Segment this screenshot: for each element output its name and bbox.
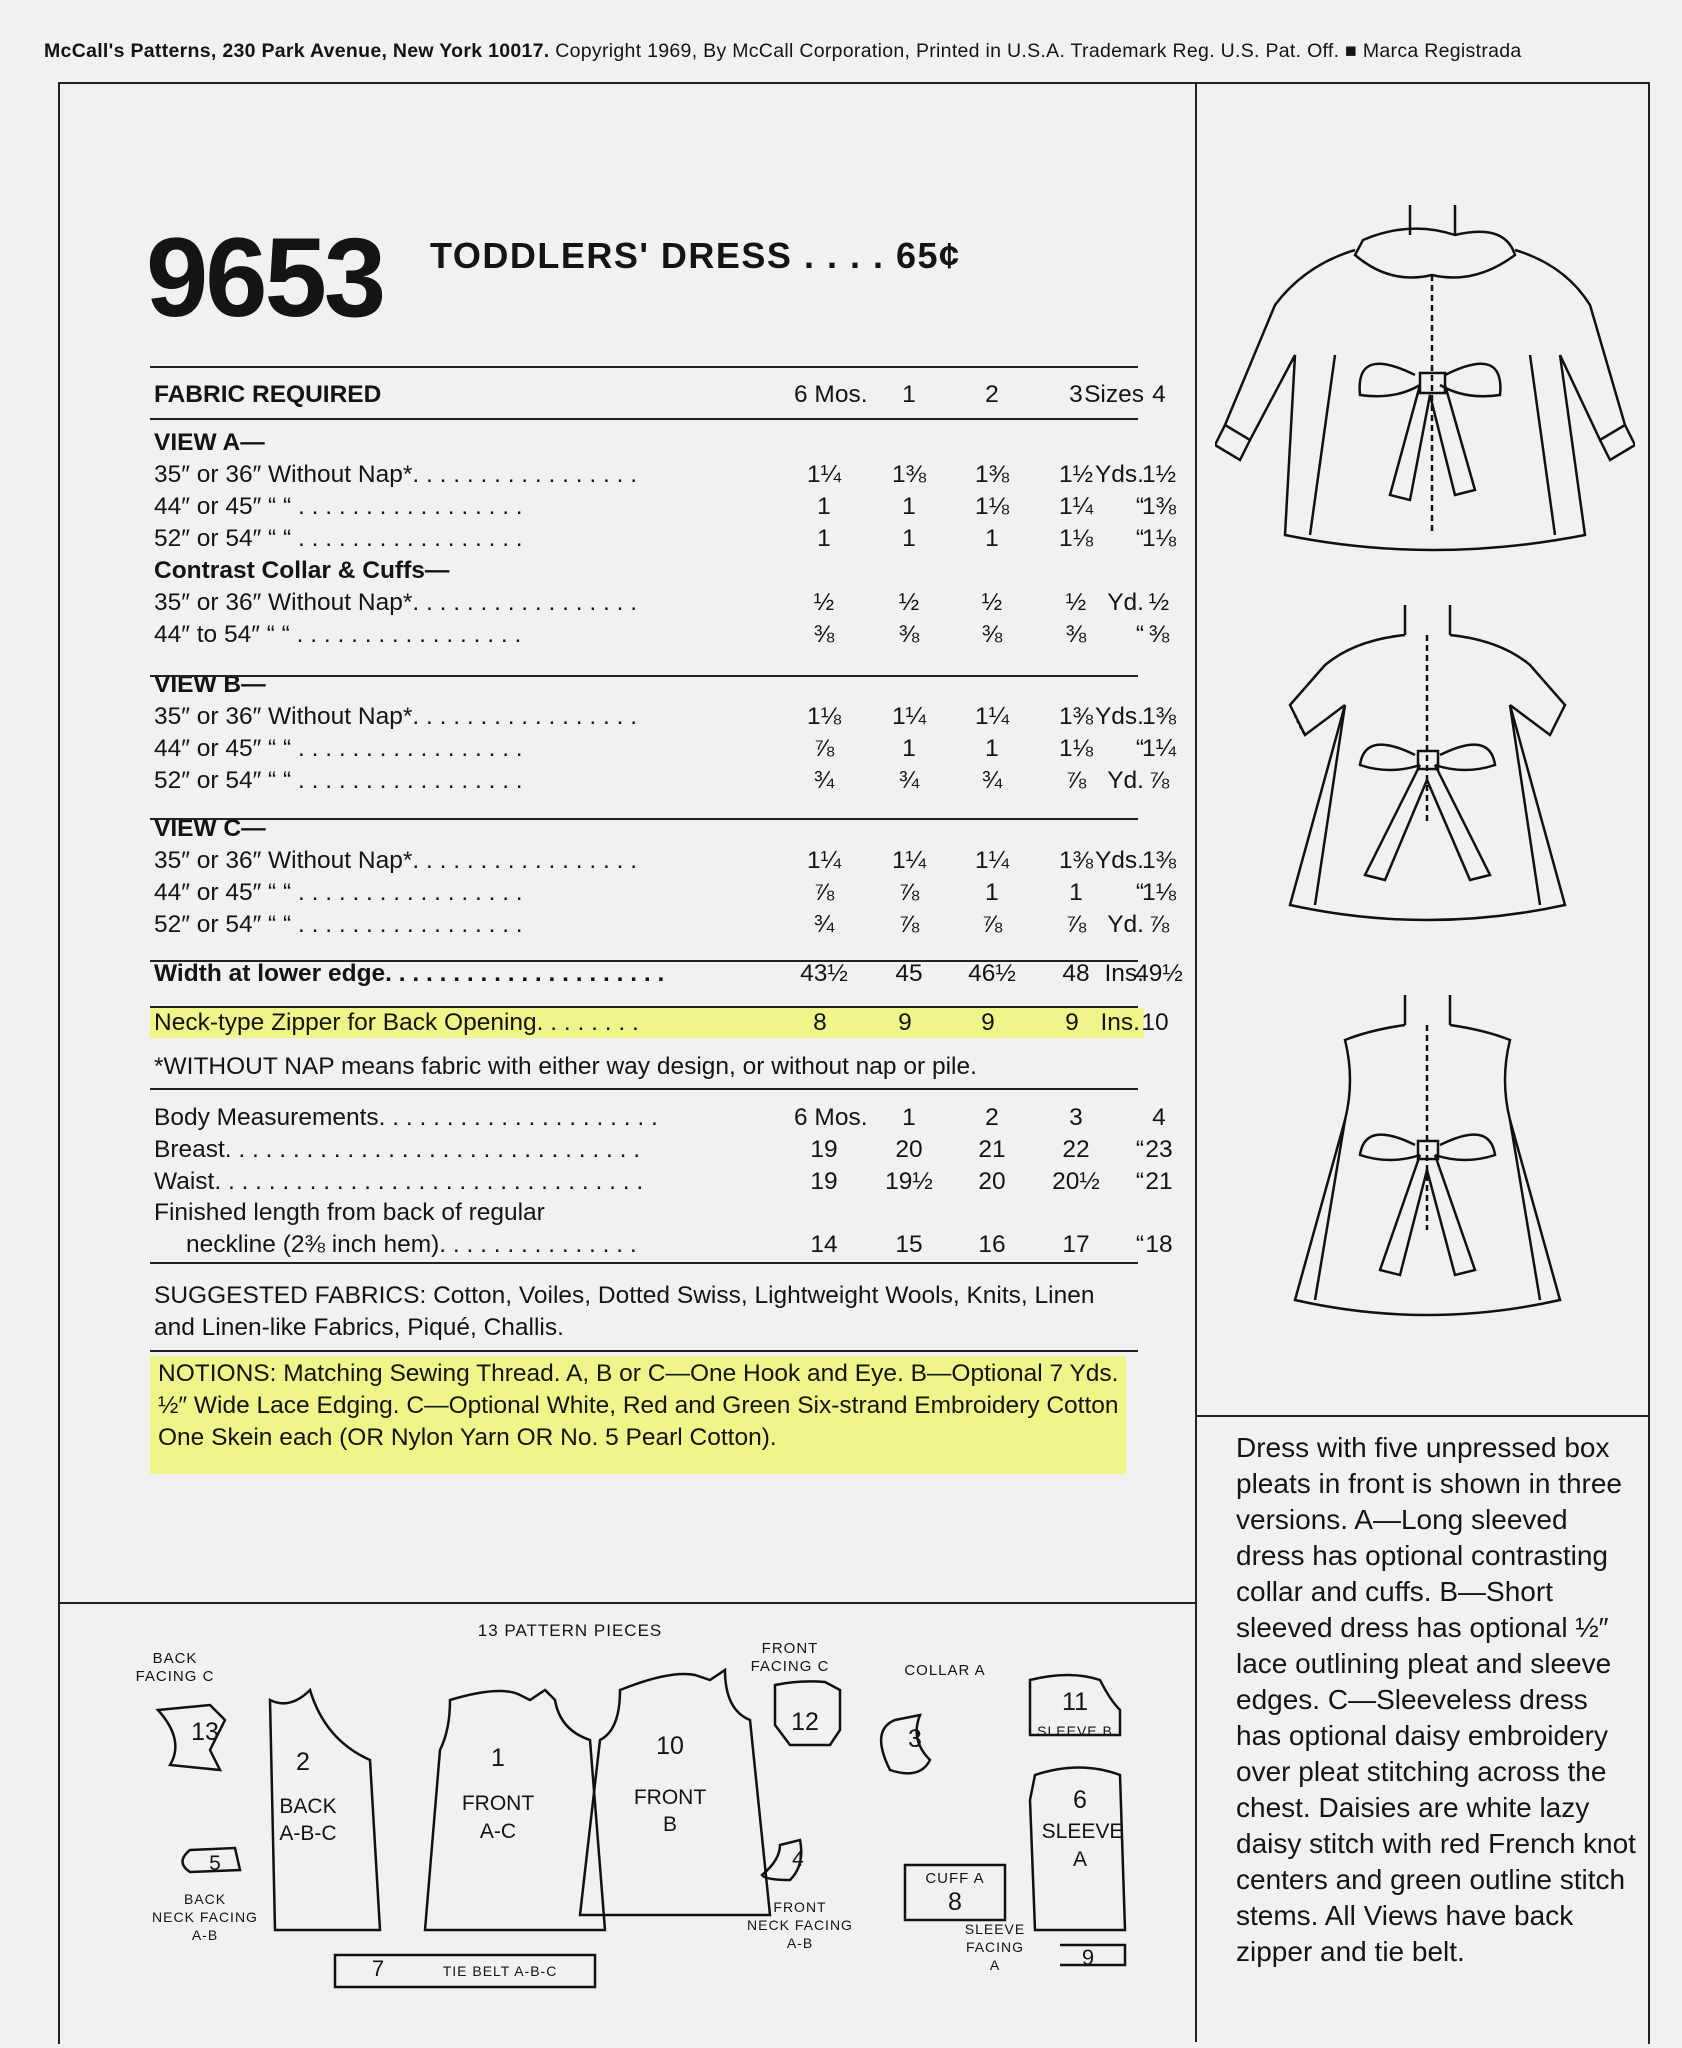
- table-cell: 20½: [1052, 1168, 1100, 1195]
- table-cell: 1¼: [806, 461, 842, 488]
- piece-2-number: 2: [296, 1748, 310, 1776]
- table-cell: ¾: [813, 767, 835, 794]
- dress-description: Dress with five unpressed box pleats in front is shown in three versions. A—Long sleeved dress has optional contrasting collar and cuffs. B—Short sleeved dress has optional ½″ lace outlining pleat and sleeve edges. C—Sleeveless dress has optional daisy embroidery over pleat stitching across the chest. Daisies are white lazy daisy stitch with red French knot centers and green outline stitch stems. All Views have back zipper and tie belt.: [1236, 1432, 1636, 1967]
- back-facing-label: BACK FACING C: [135, 1650, 215, 1685]
- table-cell: ½: [1065, 589, 1087, 616]
- front-neck-facing-label: FRONT NECK FACING A-B: [747, 1899, 853, 1951]
- piece-2-name: BACK: [279, 1795, 337, 1818]
- table-cell: 1⅛: [1058, 735, 1094, 762]
- table-row: [154, 460, 1177, 490]
- unit-label: Yd.: [1107, 589, 1144, 616]
- sizes-label: Sizes: [1084, 381, 1144, 408]
- zipper-row: [150, 1008, 1169, 1038]
- table-row: [154, 766, 1170, 796]
- unit-label: “: [1135, 1136, 1144, 1163]
- table-cell: 1⅜: [1141, 847, 1177, 874]
- unit-label: Ins.: [1104, 960, 1144, 987]
- piece-1-views: A-C: [479, 1820, 517, 1843]
- table-rule: [150, 960, 1138, 962]
- table-cell: 1⅜: [1058, 847, 1094, 874]
- view-a-illustration: [1215, 195, 1635, 555]
- piece-10-name: FRONT: [633, 1786, 707, 1809]
- row-label: Neck-type Zipper for Back Opening. . . . . . . .: [154, 1009, 639, 1036]
- table-cell: 1: [902, 525, 916, 552]
- table-cell: 1¼: [974, 847, 1010, 874]
- row-label: VIEW B—: [154, 671, 266, 698]
- unit-label: Yds.: [1094, 703, 1144, 730]
- row-label: 44″ to 54″ “ “ . . . . . . . . . . . . . . . . .: [154, 621, 522, 648]
- row-label: Body Measurements. . . . . . . . . . . . . . . . . . . . .: [154, 1104, 658, 1131]
- piece-6-views: A: [1072, 1848, 1087, 1871]
- table-cell: ⅞: [898, 879, 920, 906]
- table-cell: 19: [810, 1168, 838, 1195]
- collar-label: COLLAR A: [904, 1662, 986, 1679]
- table-cell: 1⅛: [1058, 525, 1094, 552]
- row-label: 35″ or 36″ Without Nap*. . . . . . . . . . . . . . . . .: [154, 461, 638, 488]
- copyright-line: Copyright 1969, By McCall Corporation, Printed in U.S.A. Trademark Reg. U.S. Pat. Off. ■ Marca Registrada: [555, 40, 1522, 62]
- unit-label: Yd.: [1107, 911, 1144, 938]
- table-cell: ½: [813, 589, 835, 616]
- pattern-number: 9653: [146, 215, 384, 340]
- cuff-label: CUFF A: [925, 1870, 985, 1887]
- table-cell: 1: [902, 493, 916, 520]
- unit-label: “: [1135, 525, 1144, 552]
- notions: NOTIONS: Matching Sewing Thread. A, B or C—One Hook and Eye. B—Optional 7 Yds. ½″ Wide Lace Edging. C—Optional White, Red and Green Six-strand Embroidery Cotton One Skein each (OR Nylon Yarn OR No. 5 Pearl Cotton).: [158, 1360, 1119, 1451]
- table-cell: ¾: [981, 767, 1003, 794]
- table-rule: [150, 675, 1138, 677]
- table-cell: ⅞: [1065, 767, 1087, 794]
- publisher-header: [44, 40, 1644, 63]
- front-facing-label: FRONT FACING C: [750, 1640, 830, 1675]
- table-cell: 6 Mos.: [794, 1104, 868, 1131]
- table-cell: 20: [895, 1136, 923, 1163]
- table-cell: 1⅜: [891, 461, 927, 488]
- piece-4-number: 4: [792, 1848, 804, 1871]
- piece-6-number: 6: [1073, 1786, 1087, 1814]
- sleeve-facing-label: SLEEVE FACING A: [964, 1921, 1026, 1973]
- table-cell: ⅞: [1148, 767, 1170, 794]
- table-cell: ⅞: [813, 879, 835, 906]
- width-row: [154, 959, 1183, 989]
- table-cell: 8: [813, 1009, 827, 1036]
- table-cell: 49½: [1135, 960, 1183, 987]
- length-row: [154, 1230, 1173, 1260]
- piece-12-number: 12: [791, 1708, 819, 1736]
- table-cell: 1: [985, 879, 999, 906]
- table-cell: ⅜: [1065, 621, 1087, 648]
- table-cell: 1¼: [1058, 493, 1094, 520]
- table-cell: 1: [985, 525, 999, 552]
- table-row: [154, 524, 1177, 554]
- table-cell: 1: [902, 735, 916, 762]
- table-cell: 9: [981, 1009, 995, 1036]
- table-cell: 1¼: [891, 703, 927, 730]
- table-cell: 1¼: [891, 847, 927, 874]
- table-cell: 2: [985, 1104, 999, 1131]
- piece-10-number: 10: [656, 1732, 684, 1760]
- row-label: 44″ or 45″ “ “ . . . . . . . . . . . . . . . . .: [154, 879, 523, 906]
- table-cell: ⅞: [813, 735, 835, 762]
- table-cell: ⅜: [981, 621, 1003, 648]
- unit-label: “: [1135, 493, 1144, 520]
- table-rule: [150, 1088, 1138, 1090]
- table-rule: [150, 818, 1138, 820]
- table-cell: 1: [902, 1104, 916, 1131]
- piece-8-number: 8: [948, 1888, 962, 1916]
- table-cell: 21: [1145, 1168, 1173, 1195]
- table-cell: 1¼: [1141, 735, 1177, 762]
- table-cell: 1⅛: [1141, 525, 1177, 552]
- row-label: 35″ or 36″ Without Nap*. . . . . . . . . . . . . . . . .: [154, 703, 638, 730]
- unit-label: “: [1135, 1231, 1144, 1258]
- row-label: 44″ or 45″ “ “ . . . . . . . . . . . . . . . . .: [154, 735, 523, 762]
- table-row: [154, 620, 1170, 650]
- table-cell: 1½: [1141, 461, 1177, 488]
- table-row: [154, 910, 1170, 940]
- length-label-row: Finished length from back of regular: [154, 1199, 545, 1226]
- description-divider: [1196, 1415, 1648, 1417]
- contrast-title: [154, 556, 1144, 586]
- view-c-illustration: [1285, 990, 1575, 1320]
- piece-6-name: SLEEVE: [1041, 1820, 1124, 1843]
- table-cell: ½: [898, 589, 920, 616]
- table-cell: 9: [898, 1009, 912, 1036]
- table-cell: 1: [817, 525, 831, 552]
- table-rule: [150, 1262, 1138, 1264]
- table-cell: 14: [810, 1231, 838, 1258]
- table-cell: ½: [1148, 589, 1170, 616]
- unit-label: “: [1135, 621, 1144, 648]
- back-neck-facing-label: BACK NECK FACING A-B: [152, 1891, 258, 1943]
- table-row: [154, 492, 1177, 522]
- table-cell: ⅞: [898, 911, 920, 938]
- size-header: 1: [902, 381, 916, 408]
- suggested-fabrics: SUGGESTED FABRICS: Cotton, Voiles, Dotted Swiss, Lightweight Wools, Knits, Linen and Linen-like Fabrics, Piqué, Challis.: [154, 1282, 1095, 1341]
- table-cell: 18: [1145, 1231, 1173, 1258]
- table-cell: 1⅛: [806, 703, 842, 730]
- piece-1-name: FRONT: [461, 1792, 535, 1815]
- table-cell: 1: [1069, 879, 1083, 906]
- piece-11-name: SLEEVE B: [1037, 1723, 1113, 1739]
- table-rule: [150, 366, 1138, 368]
- row-label: 44″ or 45″ “ “ . . . . . . . . . . . . . . . . .: [154, 493, 523, 520]
- row-label: 52″ or 54″ “ “ . . . . . . . . . . . . . . . . .: [154, 767, 523, 794]
- table-cell: 1⅛: [1141, 879, 1177, 906]
- row-label: 52″ or 54″ “ “ . . . . . . . . . . . . . . . . .: [154, 525, 523, 552]
- fabric-header-row: [154, 380, 1166, 410]
- size-header: 6 Mos.: [794, 381, 868, 408]
- row-label: Breast. . . . . . . . . . . . . . . . . . . . . . . . . . . . . . .: [154, 1136, 641, 1163]
- unit-label: Ins.: [1100, 1009, 1140, 1036]
- size-header: 2: [985, 381, 999, 408]
- table-cell: 16: [978, 1231, 1006, 1258]
- pieces-heading: 13 PATTERN PIECES: [477, 1621, 663, 1640]
- table-rule: [150, 418, 1138, 420]
- piece-13-number: 13: [191, 1718, 219, 1746]
- table-cell: ⅞: [981, 911, 1003, 938]
- column-divider: [1195, 82, 1197, 2042]
- view-a-title: [154, 428, 1144, 458]
- table-cell: 1⅜: [1141, 493, 1177, 520]
- table-row: [154, 702, 1177, 732]
- piece-11-number: 11: [1062, 1688, 1088, 1716]
- table-cell: 1⅛: [974, 493, 1010, 520]
- table-cell: 1⅜: [974, 461, 1010, 488]
- table-cell: 46½: [968, 960, 1016, 987]
- table-rule: [150, 1350, 1138, 1352]
- piece-1-number: 1: [491, 1744, 505, 1772]
- table-cell: 45: [895, 960, 923, 987]
- piece-3-number: 3: [908, 1725, 922, 1753]
- table-row: [154, 846, 1177, 876]
- table-cell: 20: [978, 1168, 1006, 1195]
- table-cell: ⅞: [1065, 911, 1087, 938]
- row-label: 52″ or 54″ “ “ . . . . . . . . . . . . . . . . .: [154, 911, 523, 938]
- table-cell: 15: [895, 1231, 923, 1258]
- table-cell: 3: [1069, 1104, 1083, 1131]
- table-cell: 1⅜: [1058, 703, 1094, 730]
- unit-label: “: [1135, 735, 1144, 762]
- row-label: neckline (2⅜ inch hem). . . . . . . . . . . . . . .: [186, 1231, 637, 1258]
- fabric-heading: FABRIC REQUIRED: [154, 381, 382, 408]
- publisher-address: McCall's Patterns, 230 Park Avenue, New York 10017.: [44, 40, 550, 62]
- table-cell: 1: [817, 493, 831, 520]
- row-label: 35″ or 36″ Without Nap*. . . . . . . . . . . . . . . . .: [154, 589, 638, 616]
- table-cell: ¾: [813, 911, 835, 938]
- table-cell: 1: [985, 735, 999, 762]
- tie-belt-label: TIE BELT A-B-C: [442, 1963, 558, 1979]
- table-cell: ⅜: [898, 621, 920, 648]
- row-label: Waist. . . . . . . . . . . . . . . . . . . . . . . . . . . . . . . .: [154, 1168, 644, 1195]
- row-label: VIEW C—: [154, 815, 266, 842]
- piece-9-number: 9: [1081, 1945, 1095, 1970]
- table-rule: [150, 1006, 1138, 1008]
- piece-2-views: A-B-C: [279, 1822, 337, 1845]
- table-cell: 1¼: [974, 703, 1010, 730]
- table-cell: ¾: [898, 767, 920, 794]
- table-cell: 19½: [885, 1168, 933, 1195]
- table-cell: 21: [978, 1136, 1006, 1163]
- view-b-illustration: [1285, 595, 1575, 925]
- table-cell: 22: [1062, 1136, 1090, 1163]
- unit-label: “: [1135, 1168, 1144, 1195]
- table-cell: 17: [1062, 1231, 1090, 1258]
- table-cell: 48: [1062, 960, 1090, 987]
- table-cell: 19: [810, 1136, 838, 1163]
- pieces-divider: [58, 1602, 1196, 1604]
- pattern-title: TODDLERS' DRESS . . . . 65¢: [430, 235, 961, 276]
- table-cell: ⅜: [813, 621, 835, 648]
- size-header: 4: [1152, 381, 1166, 408]
- unit-label: Yds.: [1094, 847, 1144, 874]
- waist-row: [154, 1167, 1173, 1197]
- row-label: Width at lower edge. . . . . . . . . . . . . . . . . . . . .: [154, 960, 665, 987]
- table-cell: 1⅜: [1141, 703, 1177, 730]
- body-header-row: [154, 1103, 1166, 1133]
- table-cell: 4: [1152, 1104, 1166, 1131]
- table-cell: ⅜: [1148, 621, 1170, 648]
- table-cell: 23: [1145, 1136, 1173, 1163]
- table-cell: ½: [981, 589, 1003, 616]
- piece-5-number: 5: [209, 1852, 221, 1875]
- piece-7-number: 7: [371, 1956, 385, 1981]
- row-label: VIEW A—: [154, 429, 265, 456]
- table-row: [154, 588, 1170, 618]
- size-header: 3: [1069, 381, 1083, 408]
- table-cell: 1½: [1058, 461, 1094, 488]
- breast-row: [154, 1135, 1173, 1165]
- table-row: [154, 734, 1177, 764]
- table-cell: 10: [1141, 1009, 1169, 1036]
- table-row: [154, 878, 1177, 908]
- row-label: Contrast Collar & Cuffs—: [154, 557, 450, 584]
- table-cell: 9: [1065, 1009, 1079, 1036]
- table-cell: ⅞: [1148, 911, 1170, 938]
- without-nap-note: *WITHOUT NAP means fabric with either way design, or without nap or pile.: [154, 1053, 977, 1080]
- row-label: 35″ or 36″ Without Nap*. . . . . . . . . . . . . . . . .: [154, 847, 638, 874]
- table-cell: 43½: [800, 960, 848, 987]
- unit-label: “: [1135, 879, 1144, 906]
- unit-label: Yds.: [1094, 461, 1144, 488]
- piece-10-views: B: [662, 1813, 677, 1836]
- unit-label: Yd.: [1107, 767, 1144, 794]
- table-cell: 1¼: [806, 847, 842, 874]
